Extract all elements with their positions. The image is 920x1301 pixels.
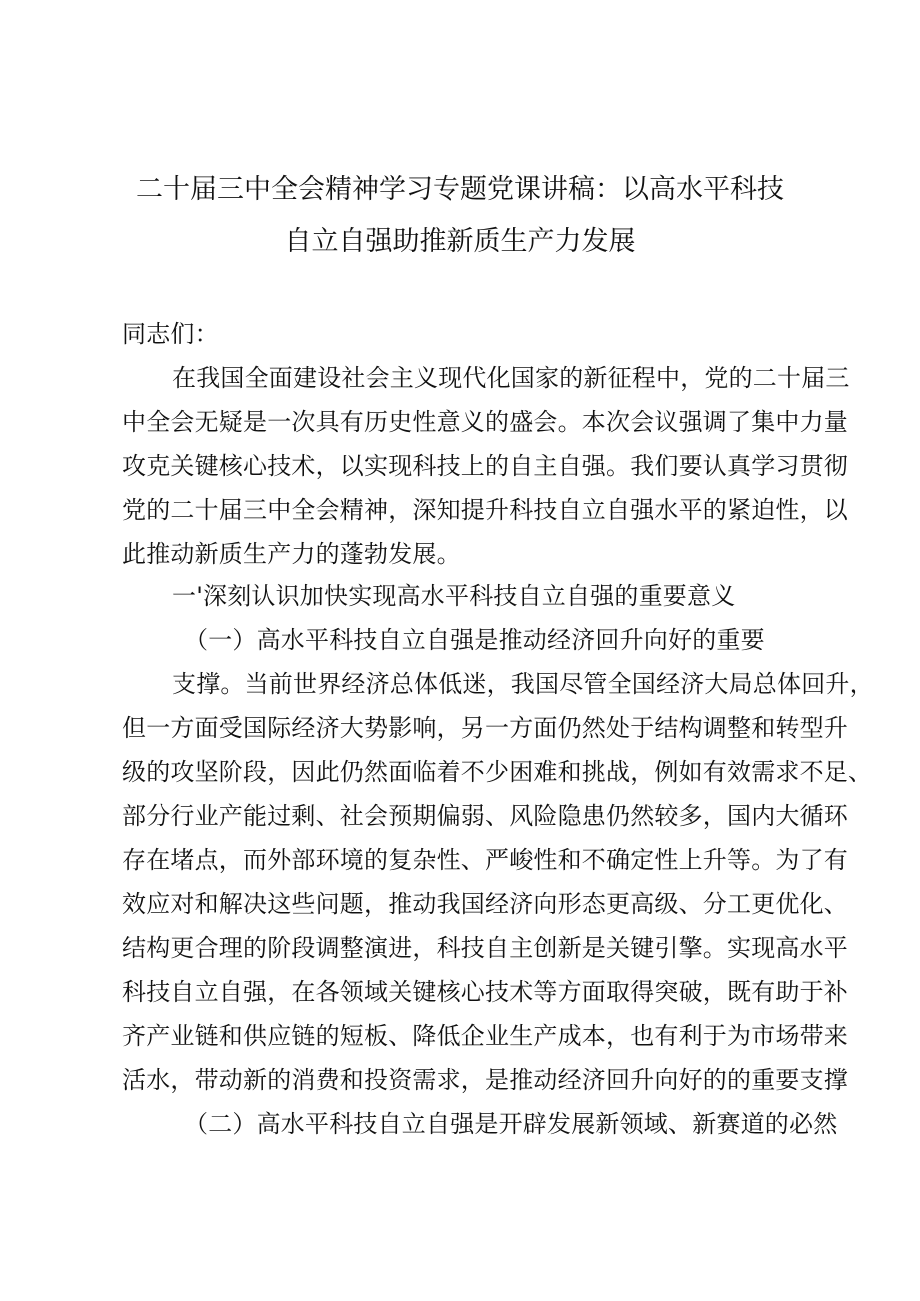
paragraph-line: 活水，带动新的消费和投资需求，是推动经济回升向好的的重要支撑	[122, 1066, 848, 1094]
paragraph-line: 科技自立自强，在各领域关键核心技术等方面取得突破，既有助于补	[122, 978, 848, 1006]
salutation: 同志们：	[122, 320, 219, 348]
subsection-heading: （二）高水平科技自立自强是开辟发展新领域、新赛道的必然	[184, 1110, 838, 1138]
paragraph-line: 党的二十届三中全会精神，深知提升科技自立自强水平的紧迫性，以	[122, 496, 848, 524]
paragraph-line: 中全会无疑是一次具有历史性意义的盛会。本次会议强调了集中力量	[122, 408, 848, 436]
document-title-line-2: 自立自强助推新质生产力发展	[284, 226, 636, 257]
paragraph-line: 效应对和解决这些问题，推动我国经济向形态更高级、分工更优化、	[122, 890, 848, 918]
subsection-heading: （一）高水平科技自立自强是推动经济回升向好的重要	[184, 626, 765, 654]
document-title-line-1: 二十届三中全会精神学习专题党课讲稿：以高水平科技	[136, 174, 784, 205]
paragraph-line: 支撑。当前世界经济总体低迷，我国尽管全国经济大局总体回升，	[172, 670, 874, 698]
paragraph-line: 齐产业链和供应链的短板、降低企业生产成本，也有利于为市场带来	[122, 1022, 848, 1050]
paragraph-line: 存在堵点，而外部环境的复杂性、严峻性和不确定性上升等。为了有	[122, 846, 848, 874]
section-heading: 一'深刻认识加快实现高水平科技自立自强的重要意义	[172, 582, 736, 610]
paragraph-line: 级的攻坚阶段，因此仍然面临着不少困难和挑战，例如有效需求不足、	[122, 758, 873, 786]
paragraph-line: 此推动新质生产力的蓬勃发展。	[122, 540, 461, 568]
paragraph-line: 在我国全面建设社会主义现代化国家的新征程中，党的二十届三	[172, 364, 850, 392]
paragraph-line: 攻克关键核心技术，以实现科技上的自主自强。我们要认真学习贯彻	[122, 452, 848, 480]
paragraph-line: 部分行业产能过剩、社会预期偏弱、风险隐患仍然较多，国内大循环	[122, 802, 848, 830]
paragraph-line: 但一方面受国际经济大势影响，另一方面仍然处于结构调整和转型升	[122, 714, 848, 742]
paragraph-line: 结构更合理的阶段调整演进，科技自主创新是关键引擎。实现高水平	[122, 934, 848, 962]
